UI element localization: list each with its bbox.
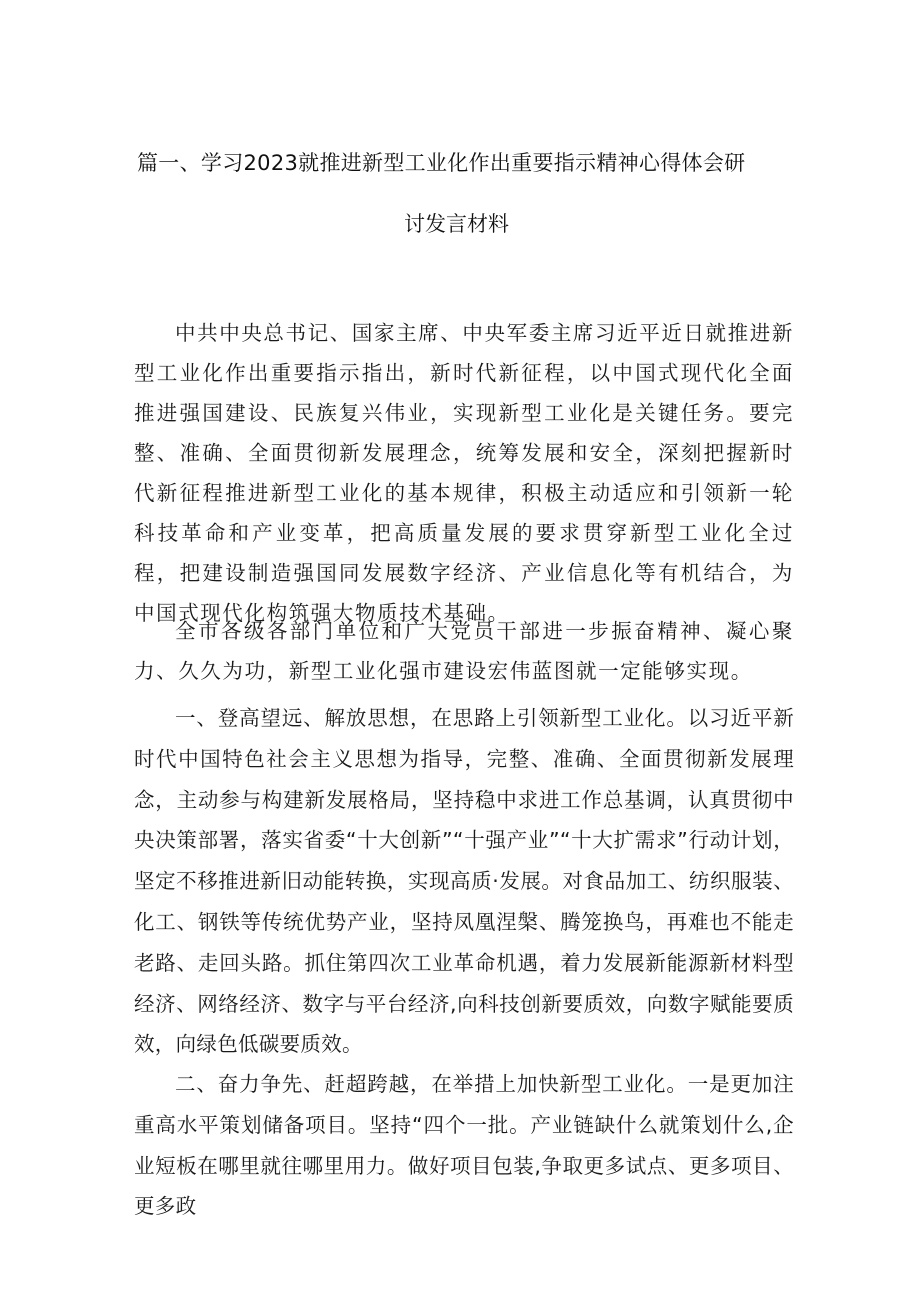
body-paragraph-section-one: 一、登高望远、解放思想，在思路上引领新型工业化。以习近平新时代中国特色社会主义思想为指导，完整、准确、全面贯彻新发展理念，主动参与构建新发展格局，坚持稳中求进工作总基调，认真贯彻中央决策部署，落实省委“十大创新”“十强产业”“十大扩需求”行动计划，坚定不移推进新旧动能转换，实现高质·发展。对食品加工、纺织服装、化工、钢铁等传统优势产业，坚持凤凰涅槃、腾笼换鸟，再难也不能走老路、走回头路。抓住第四次工业革命机遇，着力发展新能源新材料型经济、网络经济、数字与平台经济,向科技创新要质效，向数字赋能要质效，向绿色低碳要质效。 <box>134 706 794 1057</box>
body-paragraph-intro: 中共中央总书记、国家主席、中央军委主席习近平近日就推进新型工业化作出重要指示指出，新时代新征程，以中国式现代化全面推进强国建设、民族复兴伟业，实现新型工业化是关键任务。要完整、准确、全面贯彻新发展理念，统筹发展和安全，深刻把握新时代新征程推进新型工业化的基本规律，积极主动适应和引领新一轮科技革命和产业变革，把高质量发展的要求贯穿新型工业化全过程，把建设制造强国同发展数字经济、产业信息化等有机结合，为中国式现代化构筑强大物质技术基础。 <box>134 321 794 625</box>
body-paragraph-section-two: 二、奋力争先、赶超跨越，在举措上加快新型工业化。一是更加注重高水平策划储备项目。坚持“四个一批。产业链缺什么就策划什么,企业短板在哪里就往哪里用力。做好项目包装,争取更多试点、更多项目、更多政 <box>134 1072 794 1219</box>
body-paragraph-summary: 全市各级各部门单位和广大党员干部进一步振奋精神、凝心聚力、久久为功，新型工业化强市建设宏伟蓝图就一定能够实现。 <box>134 619 794 683</box>
document-title-line-1: 篇一、学习2023就推进新型工业化作出重要指示精神心得体会研 <box>137 151 746 175</box>
document-title-line-2: 讨发言材料 <box>404 212 509 236</box>
